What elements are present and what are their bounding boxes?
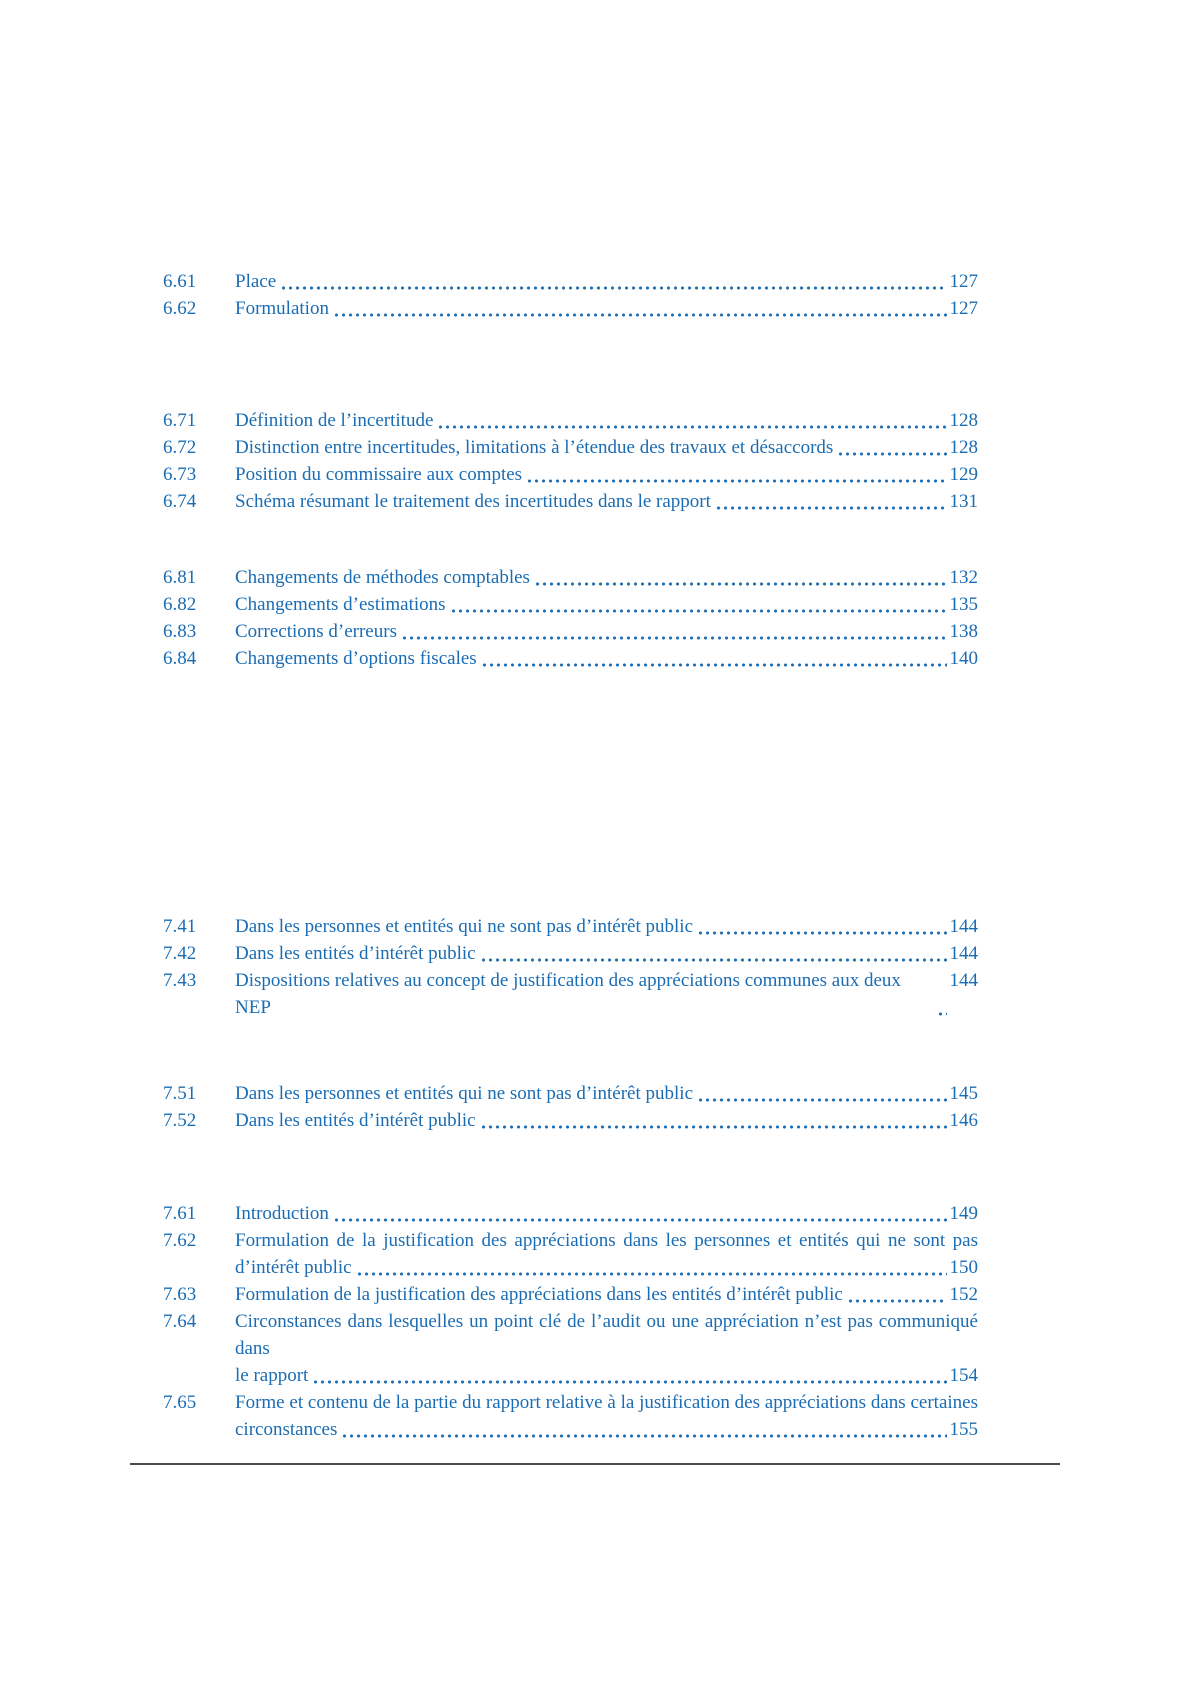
footer-rule	[130, 1463, 1060, 1465]
toc-entry-title-continuation: circonstances	[235, 1419, 338, 1440]
toc-entry-number: 7.62	[163, 1230, 197, 1251]
dot-leader	[480, 940, 947, 967]
toc-entry	[163, 295, 978, 322]
toc-entry-number: 6.82	[163, 594, 197, 615]
toc-entry-title: Corrections d’erreurs	[235, 621, 397, 642]
toc-entry-body	[235, 461, 978, 488]
toc-entry-body	[235, 1281, 978, 1308]
toc-entry-title: Formulation	[235, 298, 329, 319]
dot-leader	[534, 564, 947, 591]
toc-entry	[163, 1281, 978, 1308]
dot-leader	[481, 645, 947, 672]
toc-group	[163, 1200, 978, 1443]
dot-leader	[356, 1254, 947, 1281]
toc-entry-body	[235, 967, 978, 1021]
toc-entry-page: 128	[949, 410, 978, 431]
toc-entry-number: 6.62	[163, 298, 197, 319]
toc-entry-body	[235, 1080, 978, 1107]
toc-entry-number: 6.74	[163, 491, 197, 512]
toc-entry-page: 144	[949, 970, 978, 991]
toc-entry-title-first-line: Circonstances dans lesquelles un point clé de l’audit ou une appréciation n’est pas communiqué dans	[235, 1311, 978, 1359]
toc-entry	[163, 1107, 978, 1134]
toc-entry-body	[235, 268, 978, 295]
toc-entry-body	[235, 940, 978, 967]
toc-entry-body	[235, 591, 978, 618]
toc-entry-page: 146	[949, 1110, 978, 1131]
toc-entry-title: Dans les entités d’intérêt public	[235, 943, 476, 964]
toc-entry-page: 145	[949, 1083, 978, 1104]
toc-entry-title: Place	[235, 271, 277, 292]
toc-entry-page: 127	[949, 271, 978, 292]
toc-entry-number: 6.84	[163, 648, 197, 669]
toc-entry-title: Formulation de la justification des appréciations dans les entités d’intérêt public	[235, 1284, 843, 1305]
toc-group	[163, 1080, 978, 1134]
toc-entry	[163, 591, 978, 618]
toc-entry	[163, 1227, 978, 1281]
dot-leader	[333, 1200, 947, 1227]
toc-group	[163, 268, 978, 322]
toc-entry-title: Schéma résumant le traitement des incertitudes dans le rapport	[235, 491, 711, 512]
toc-entry	[163, 407, 978, 434]
dot-leader	[480, 1107, 947, 1134]
toc-entry-page: 129	[949, 464, 978, 485]
toc-entry-page: 149	[949, 1203, 978, 1224]
toc-entry-page: 152	[949, 1284, 978, 1305]
toc-entry-page: 144	[949, 943, 978, 964]
toc-entry	[163, 268, 978, 295]
toc-entry-number: 7.52	[163, 1110, 197, 1131]
toc-entry-title: Distinction entre incertitudes, limitations à l’étendue des travaux et désaccords	[235, 437, 834, 458]
toc-entry-title: Introduction	[235, 1203, 329, 1224]
dot-leader	[280, 268, 946, 295]
toc-group	[163, 564, 978, 672]
toc-entry-title: Changements de méthodes comptables	[235, 567, 530, 588]
dot-leader	[341, 1416, 946, 1443]
toc-entry-page: 132	[949, 567, 978, 588]
toc-entry-number: 6.61	[163, 271, 197, 292]
toc-entry	[163, 1080, 978, 1107]
toc-entry-number: 6.72	[163, 437, 197, 458]
toc-entry-page: 138	[949, 621, 978, 642]
toc-entry	[163, 913, 978, 940]
dot-leader	[312, 1362, 946, 1389]
toc-entry-body	[235, 407, 978, 434]
toc-entry-page: 140	[949, 648, 978, 669]
toc-entry	[163, 618, 978, 645]
toc-entry-number: 7.51	[163, 1083, 197, 1104]
toc-entry-body	[235, 564, 978, 591]
dot-leader	[837, 434, 946, 461]
toc-entry-number: 6.73	[163, 464, 197, 485]
toc-entry-number: 7.61	[163, 1203, 197, 1224]
toc-entry-number: 6.81	[163, 567, 197, 588]
toc-entry-page: 155	[949, 1419, 978, 1440]
toc-entry-number: 6.83	[163, 621, 197, 642]
toc-entry-body	[235, 1308, 978, 1389]
toc-entry-title: Dans les entités d’intérêt public	[235, 1110, 476, 1131]
toc-entry-body	[235, 618, 978, 645]
toc-entry	[163, 967, 978, 1021]
toc-entry-page: 128	[949, 437, 978, 458]
toc-entry	[163, 564, 978, 591]
toc-entry-number: 7.43	[163, 970, 197, 991]
toc-entry-title: Dans les personnes et entités qui ne sont pas d’intérêt public	[235, 1083, 694, 1104]
dot-leader	[847, 1281, 947, 1308]
toc-entry	[163, 645, 978, 672]
toc-entry	[163, 461, 978, 488]
toc-entry-body	[235, 1107, 978, 1134]
toc-entry-title: Position du commissaire aux comptes	[235, 464, 523, 485]
toc-entry-title: Définition de l’incertitude	[235, 410, 434, 431]
toc-entry-title: Changements d’estimations	[235, 594, 446, 615]
dot-leader	[697, 1080, 946, 1107]
toc-entry-number: 7.42	[163, 943, 197, 964]
dot-leader	[437, 407, 946, 434]
dot-leader	[450, 591, 947, 618]
toc-entry-title-first-line: Forme et contenu de la partie du rapport relative à la justification des appréciations dans certaines	[235, 1392, 978, 1413]
toc-entry-page: 154	[949, 1365, 978, 1386]
toc-entry-title: Dans les personnes et entités qui ne sont pas d’intérêt public	[235, 916, 694, 937]
toc-entry-title: Changements d’options fiscales	[235, 648, 477, 669]
toc-entry-title-continuation: d’intérêt public	[235, 1257, 352, 1278]
toc-entry-body	[235, 488, 978, 515]
toc-entry-number: 7.63	[163, 1284, 197, 1305]
toc-entry-body	[235, 1227, 978, 1281]
dot-leader	[401, 618, 947, 645]
toc-entry-title-first-line: Formulation de la justification des appréciations dans les personnes et entités qui ne sont pas	[235, 1230, 978, 1251]
toc-entry-body	[235, 295, 978, 322]
toc-entry	[163, 488, 978, 515]
toc-entry-body	[235, 645, 978, 672]
toc-entry-page: 127	[949, 298, 978, 319]
toc-entry-page: 131	[949, 491, 978, 512]
toc-group	[163, 913, 978, 1021]
toc-entry-title-continuation: le rapport	[235, 1365, 309, 1386]
toc-entry-number: 7.64	[163, 1311, 197, 1332]
toc-entry-page: 144	[949, 916, 978, 937]
toc-entry-number: 6.71	[163, 410, 197, 431]
toc-group	[163, 407, 978, 515]
toc-entry-number: 7.41	[163, 916, 197, 937]
toc-entry	[163, 940, 978, 967]
toc-entry-body	[235, 434, 978, 461]
toc-entry-page: 135	[949, 594, 978, 615]
toc-entry	[163, 434, 978, 461]
dot-leader	[697, 913, 946, 940]
toc-entry-body	[235, 1389, 978, 1443]
dot-leader	[333, 295, 947, 322]
toc-entry-page: 150	[949, 1257, 978, 1278]
dot-leader	[937, 967, 947, 1021]
toc-entry	[163, 1308, 978, 1389]
toc-entry-body	[235, 913, 978, 940]
toc-entry	[163, 1389, 978, 1443]
toc-entry-title: Dispositions relatives au concept de justification des appréciations communes aux deux NEP	[235, 970, 901, 1018]
toc-entry-body	[235, 1200, 978, 1227]
dot-leader	[526, 461, 946, 488]
toc-entry	[163, 1200, 978, 1227]
toc-entry-number: 7.65	[163, 1392, 197, 1413]
dot-leader	[715, 488, 947, 515]
